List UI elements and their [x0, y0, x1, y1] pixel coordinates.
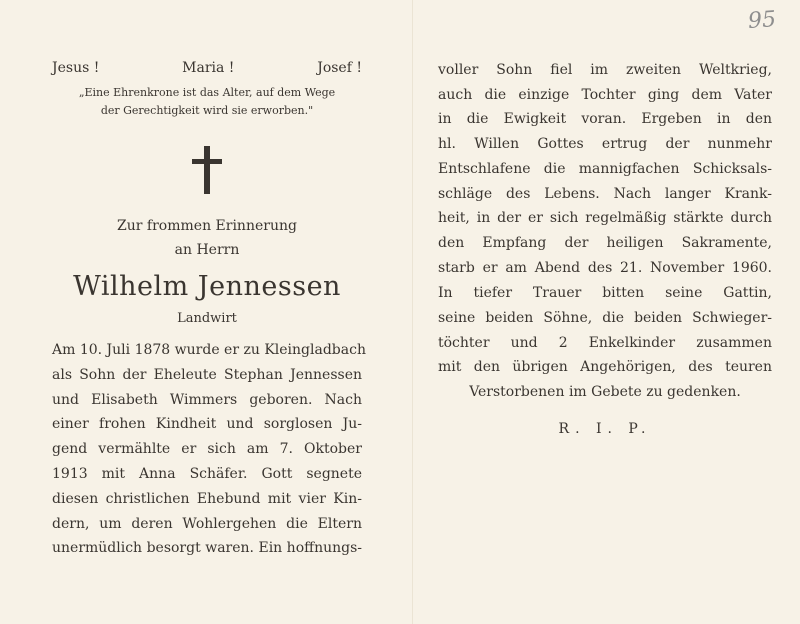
text-line: seine beiden Söhne, die beiden Schwieger-	[438, 310, 772, 327]
text-line: gend vermählte er sich am 7. Oktober	[52, 441, 362, 458]
text-line: schläge des Lebens. Nach langer Krank-	[438, 185, 772, 202]
text-line: auch die einzige Tochter ging dem Vater	[438, 86, 772, 103]
text-line: voller Sohn fiel im zweiten Weltkrieg,	[438, 62, 772, 78]
text-line: Verstorbenen im Gebete zu gedenken.	[469, 384, 741, 401]
text-line: In tiefer Trauer bitten seine Gattin,	[438, 285, 772, 302]
text-line: mit den übrigen Angehörigen, des teuren	[438, 359, 772, 376]
closing-rip: R. I. P.	[558, 420, 652, 437]
left-body	[52, 338, 366, 561]
text-line: dern, um deren Wohlergehen die Eltern	[52, 515, 362, 532]
intro-line: Zur frommen Erinnerung	[117, 218, 297, 234]
right-body-paragraph-1	[438, 58, 772, 280]
text-line: hl. Willen Gottes ertrug der nunmehr	[438, 136, 772, 153]
text-line: heit, in der er sich regelmäßig stärkte durch	[438, 210, 772, 227]
motto-line: der Gerechtigkeit wird sie erworben."	[100, 104, 314, 117]
occupation: Landwirt	[177, 311, 237, 326]
motto	[52, 84, 362, 120]
text-line: starb er am Abend des 21. November 1960.	[438, 259, 772, 276]
motto-line: „Eine Ehrenkrone ist das Alter, auf dem Wege	[78, 86, 336, 99]
text-line: einer frohen Kindheit und sorglosen Ju-	[52, 416, 362, 433]
text-line: als Sohn der Eheleute Stephan Jennessen	[52, 366, 362, 383]
invocation-jesus: Jesus !	[52, 60, 100, 76]
right-body-paragraph-2	[438, 281, 772, 405]
fold-line	[412, 0, 413, 624]
invocation	[52, 58, 362, 78]
text-line: unermüdlich besorgt waren. Ein hoffnungs-	[52, 540, 362, 557]
invocation-maria: Maria !	[182, 60, 235, 76]
intro-line: an Herrn	[174, 242, 240, 258]
intro	[52, 214, 362, 262]
right-page	[438, 58, 772, 437]
invocation-josef: Josef !	[317, 60, 362, 76]
cross-icon	[192, 146, 222, 194]
text-line: Entschlafene die mannigfachen Schicksals-	[438, 160, 772, 177]
text-line: töchter und 2 Enkelkinder zusammen	[438, 334, 772, 351]
text-line: Am 10. Juli 1878 wurde er zu Kleingladbach	[52, 342, 366, 358]
text-line: den Empfang der heiligen Sakramente,	[438, 234, 772, 251]
page-number: 95	[747, 7, 777, 34]
text-line: diesen christlichen Ehebund mit vier Kin-	[52, 490, 362, 507]
left-page	[52, 58, 366, 561]
text-line: 1913 mit Anna Schäfer. Gott segnete	[52, 465, 362, 482]
deceased-name: Wilhelm Jennessen	[73, 271, 341, 302]
text-line: und Elisabeth Wimmers geboren. Nach	[52, 391, 362, 408]
text-line: in die Ewigkeit voran. Ergeben in den	[438, 111, 772, 128]
